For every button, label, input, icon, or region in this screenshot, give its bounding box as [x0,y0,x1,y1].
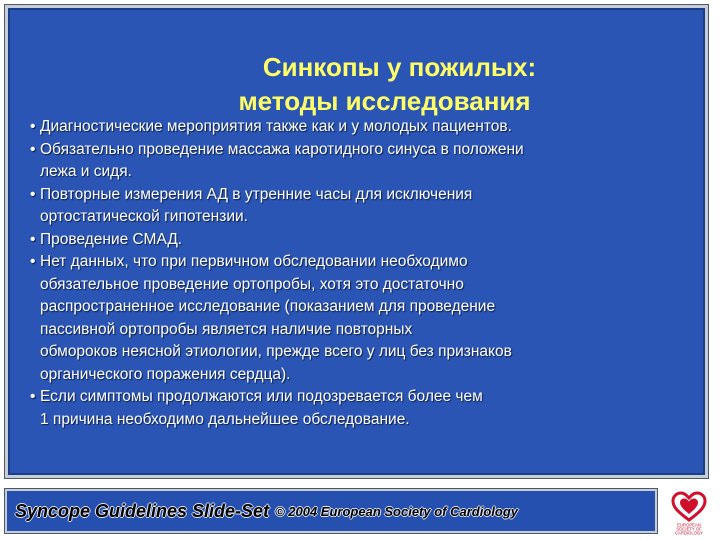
footer-banner [5,489,657,533]
bullet-text: Обязательно проведение массажа каротидного синуса в положени лежа и сидя. [40,140,524,180]
bullet-item [30,229,698,252]
bullet-item [30,184,698,229]
esc-logo [664,488,714,536]
svg-text:SOCIETY OF: SOCIETY OF [676,526,702,532]
bullet-marker: • [30,185,36,203]
bullet-item [30,116,698,139]
svg-text:EUROPEAN: EUROPEAN [677,522,701,528]
svg-text:CARDIOLOGY: CARDIOLOGY [675,530,703,536]
bullet-text: Диагностические мероприятия также как и у молодых пациентов. [40,118,512,135]
bullet-text: Проведение СМАД. [40,230,183,248]
bullet-list [30,116,698,431]
bullet-item [30,386,698,431]
bullet-marker: • [30,140,36,158]
bullet-text: Повторные измерения АД в утренние часы для исключения ортостатической гипотензии. [40,185,473,225]
bullet-marker: • [30,388,36,405]
bullet-text: Если симптомы продолжаются или подозревается более чем 1 причина необходимо дальнейшее обследование. [40,388,483,428]
bullet-item [30,251,698,386]
footer-title: Syncope Guidelines Slide-Set [15,500,270,521]
bullet-marker: • [30,230,36,248]
bullet-item [30,139,698,184]
bullet-marker: • [30,118,36,135]
bullet-marker: • [30,253,36,270]
slide-title [8,50,711,118]
title-line-1: Синкопы у пожилых: [262,52,537,82]
footer-copyright: © 2004 European Society of Cardiology [275,503,518,519]
title-line-2: методы исследования [238,86,531,116]
content-panel [5,5,708,478]
bullet-text: Нет данных, что при первичном обследовании необходимо обязательное проведение ортопробы, хотя это достаточно распространенное исследование (показанием для проведение пассивной ортопробы является наличие повторных обмороков неясной этиологии, прежде всего у лиц без признаков органического поражения сердца). [40,253,512,383]
heart-logo-icon [664,488,714,536]
